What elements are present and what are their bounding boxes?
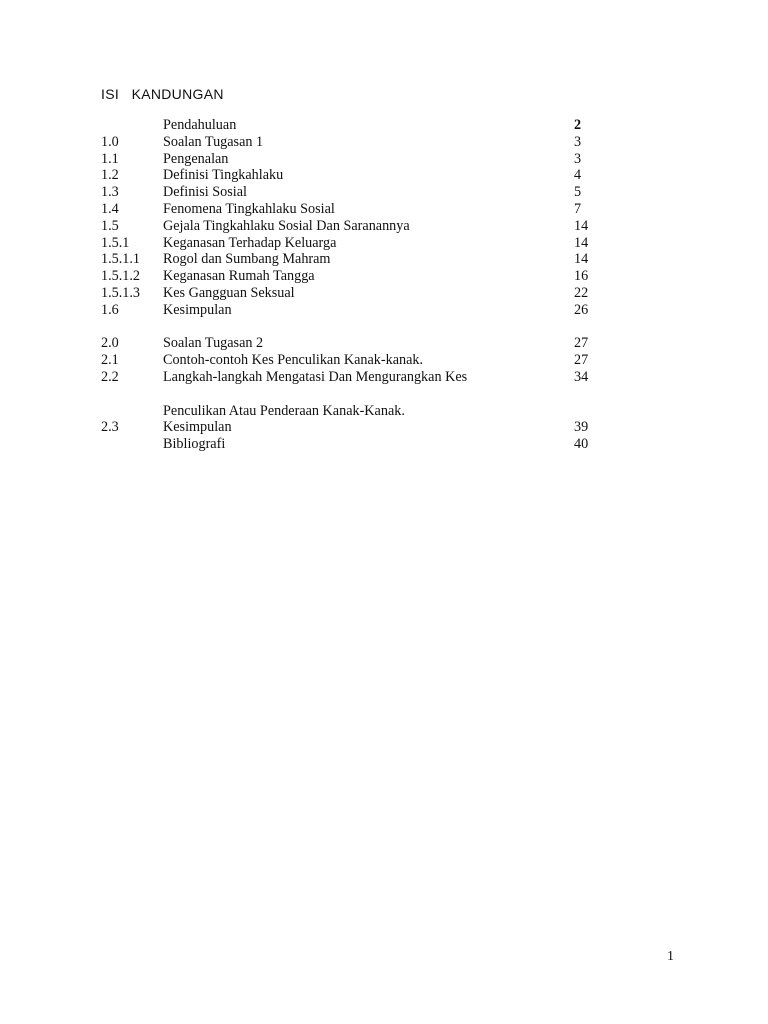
toc-entry [0, 134, 768, 151]
toc-entry-number: 1.5.1.1 [101, 251, 141, 268]
toc-entry [0, 251, 768, 268]
toc-entry-number: 2.1 [101, 352, 119, 369]
toc-entry-title: Fenomena Tingkahlaku Sosial [163, 200, 335, 217]
toc-entry [0, 285, 768, 302]
toc-entry-number: 1.5 [101, 217, 119, 234]
toc-entry [0, 167, 768, 184]
toc-entry-page: 39 [574, 419, 589, 436]
toc-spacer [0, 386, 768, 403]
toc-entry-page: 4 [574, 167, 582, 184]
toc-entry-page: 14 [574, 217, 589, 234]
page-number: 1 [667, 949, 674, 964]
toc-entry-page: 7 [574, 200, 582, 217]
toc-entry [0, 117, 768, 134]
toc-entry-title: Soalan Tugasan 1 [163, 133, 264, 150]
toc-entry-number: 1.4 [101, 200, 119, 217]
toc-entry-title: Rogol dan Sumbang Mahram [163, 251, 331, 268]
toc-entry-number: 1.5.1.2 [101, 268, 141, 285]
toc-entry-number: 1.0 [101, 133, 119, 150]
toc-entry-page: 40 [574, 436, 589, 453]
toc-entry [0, 201, 768, 218]
toc-entry-title: Kesimpulan [163, 419, 232, 436]
toc-entry-page: 5 [574, 184, 582, 201]
toc-entry-title: Kesimpulan [163, 301, 232, 318]
toc-entry-page: 26 [574, 301, 589, 318]
toc-entry-page: 14 [574, 234, 589, 251]
toc-entry [0, 268, 768, 285]
toc-entry [0, 235, 768, 252]
toc-entry-page: 2 [574, 117, 582, 133]
toc-entry-title: Definisi Sosial [163, 184, 247, 201]
toc-entry-number: 1.6 [101, 301, 119, 318]
toc-entry-title: Keganasan Terhadap Keluarga [163, 234, 337, 251]
toc-entry-title: Penculikan Atau Penderaan Kanak-Kanak. [163, 402, 405, 419]
toc-entry-page: 14 [574, 251, 589, 268]
toc-entry-title: Keganasan Rumah Tangga [163, 268, 315, 285]
toc-entry-title: Pendahuluan [163, 117, 237, 133]
toc-entry-title: Contoh-contoh Kes Penculikan Kanak-kanak. [163, 352, 424, 369]
toc-entry-title: Bibliografi [163, 436, 226, 453]
toc-spacer [0, 319, 768, 336]
toc-entry-page: 3 [574, 133, 582, 150]
toc-entry-title: Kes Gangguan Seksual [163, 284, 295, 301]
toc-entry-number: 1.3 [101, 184, 119, 201]
toc-entry [0, 151, 768, 168]
toc-entry [0, 302, 768, 319]
toc-entry-title: Gejala Tingkahlaku Sosial Dan Saranannya [163, 217, 410, 234]
toc-entry-page: 27 [574, 352, 589, 369]
toc-entry-number: 1.5.1.3 [101, 284, 141, 301]
toc-heading: ISI KANDUNGAN [101, 86, 224, 102]
toc-entry-title: Langkah-langkah Mengatasi Dan Mengurangkan Kes [163, 368, 468, 385]
toc-entry-title: Soalan Tugasan 2 [163, 335, 264, 352]
toc-entry [0, 369, 768, 386]
toc-entry [0, 419, 768, 436]
toc-entry-number: 1.1 [101, 150, 119, 167]
toc-entry-number: 1.5.1 [101, 234, 130, 251]
toc-entry-number: 2.2 [101, 368, 119, 385]
toc-entry [0, 352, 768, 369]
toc-entry-page: 34 [574, 368, 589, 385]
toc-entry-page: 27 [574, 335, 589, 352]
toc-entry-title: Pengenalan [163, 150, 229, 167]
toc-entry-title: Definisi Tingkahlaku [163, 167, 284, 184]
toc-entry [0, 436, 768, 453]
toc-entry [0, 403, 768, 420]
toc-entry-number: 2.0 [101, 335, 119, 352]
toc-entry [0, 184, 768, 201]
toc-entry-page: 22 [574, 284, 589, 301]
toc-entry-page: 3 [574, 150, 582, 167]
toc-entry-number: 1.2 [101, 167, 119, 184]
table-of-contents [0, 117, 768, 453]
toc-entry-page: 16 [574, 268, 589, 285]
toc-entry [0, 335, 768, 352]
toc-entry-number: 2.3 [101, 419, 119, 436]
toc-entry [0, 218, 768, 235]
